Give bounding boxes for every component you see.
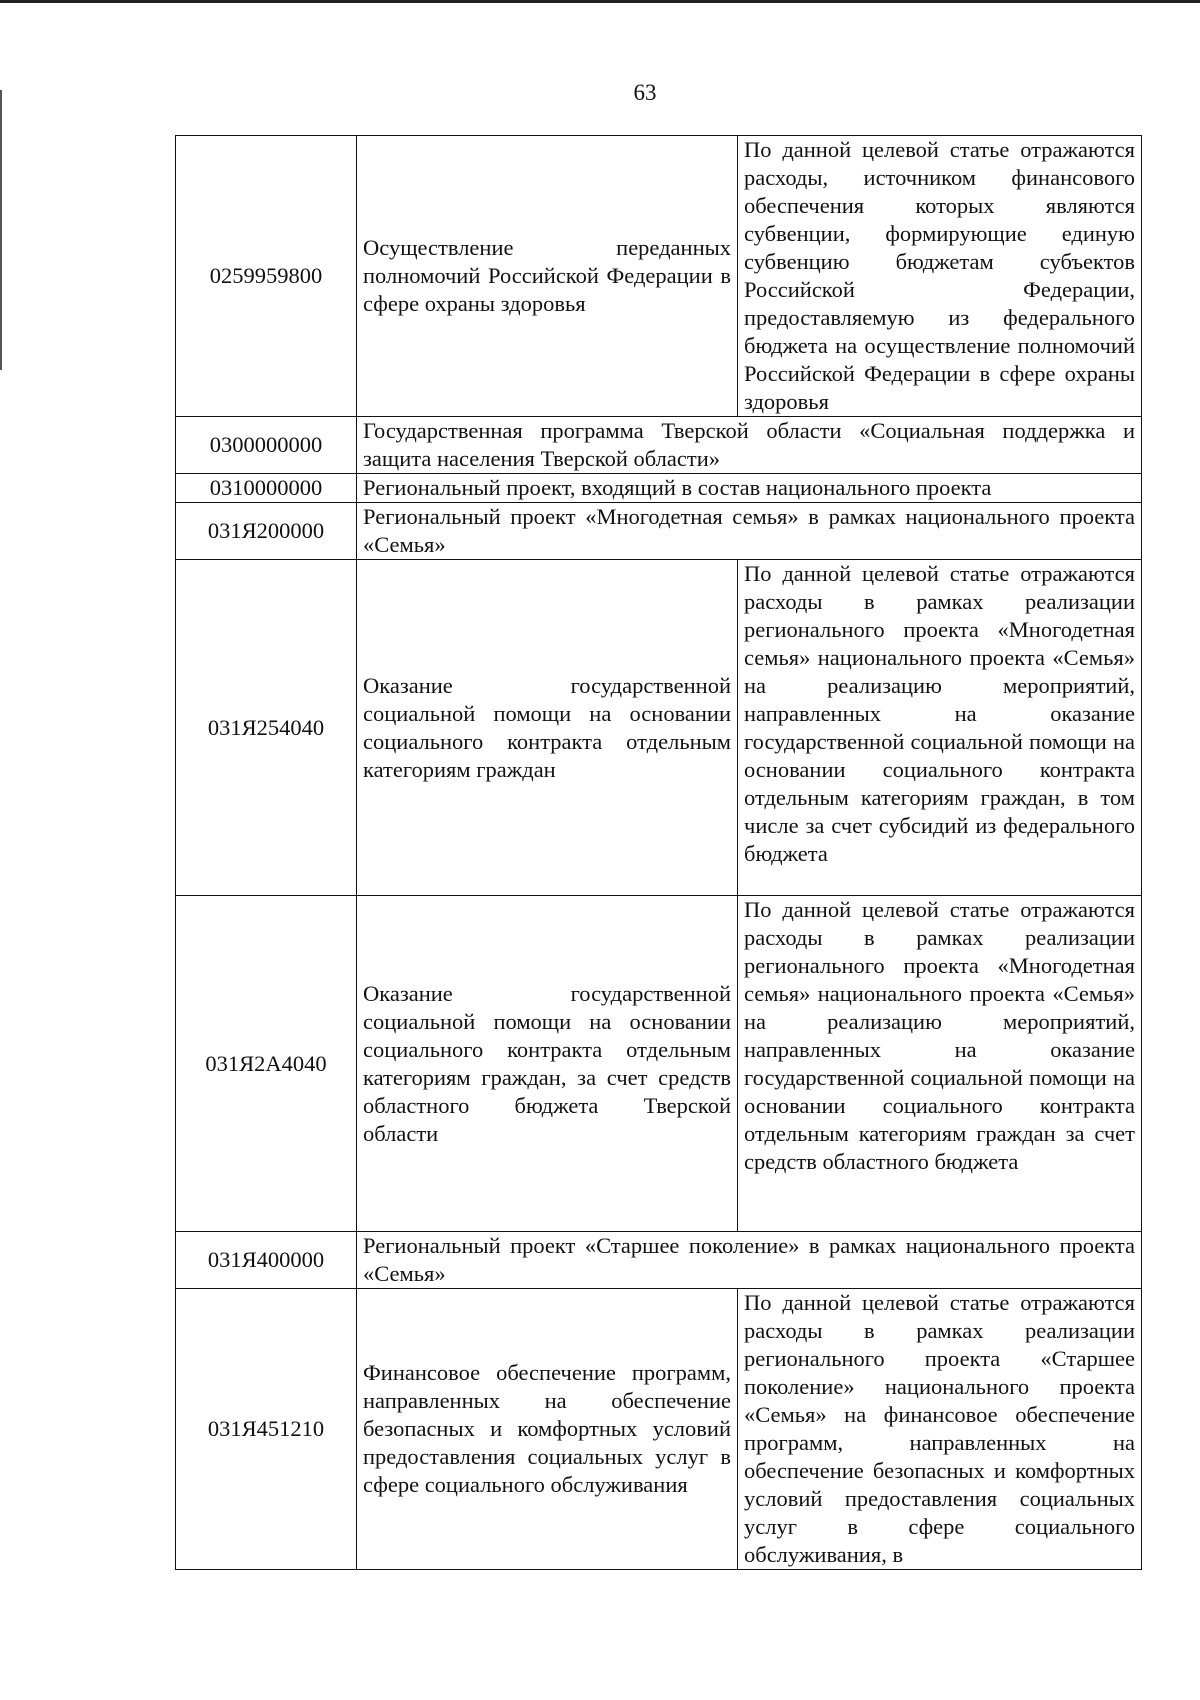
target-code: 031Я451210 xyxy=(176,1289,357,1570)
target-name: Региональный проект, входящий в состав национального проекта xyxy=(357,474,1142,503)
page-left-rule xyxy=(0,90,2,370)
table-row xyxy=(176,896,1142,1232)
table-row xyxy=(176,474,1142,503)
target-description: По данной целевой статье отражаются расходы, источником финансового обеспечения которых являются субвенции, формирующие единую субвенцию бюджетам субъектов Российской Федерации, предоставляемую из федерального бюджета на осуществление полномочий Российской Федерации в сфере охраны здоровья xyxy=(738,136,1142,417)
target-description: По данной целевой статье отражаются расходы в рамках реализации регионального проекта «Старшее поколение» национального проекта «Семья» на финансовое обеспечение программ, направленных на обеспечение безопасных и комфортных условий предоставления социальных услуг в сфере социального обслуживания, в xyxy=(738,1289,1142,1570)
budget-classification-table xyxy=(175,135,1142,1570)
table-row xyxy=(176,503,1142,560)
table-row xyxy=(176,1289,1142,1570)
target-code: 031Я400000 xyxy=(176,1232,357,1289)
table-row xyxy=(176,560,1142,896)
target-code: 031Я200000 xyxy=(176,503,357,560)
target-name: Оказание государственной социальной помощи на основании социального контракта отдельным категориям граждан xyxy=(357,560,738,896)
page-top-rule xyxy=(0,0,1200,3)
target-code: 0259959800 xyxy=(176,136,357,417)
target-code: 0300000000 xyxy=(176,417,357,474)
table-row xyxy=(176,1232,1142,1289)
target-code: 031Я254040 xyxy=(176,560,357,896)
page-number: 63 xyxy=(633,80,657,105)
target-code: 031Я2А4040 xyxy=(176,896,357,1232)
target-description: По данной целевой статье отражаются расходы в рамках реализации регионального проекта «Многодетная семья» национального проекта «Семья» на реализацию мероприятий, направленных на оказание государственной социальной помощи на основании социального контракта отдельным категориям граждан, в том числе за счет субсидий из федерального бюджета xyxy=(738,560,1142,896)
table-row xyxy=(176,136,1142,417)
target-name: Осуществление переданных полномочий Российской Федерации в сфере охраны здоровья xyxy=(357,136,738,417)
table-row xyxy=(176,417,1142,474)
target-description: По данной целевой статье отражаются расходы в рамках реализации регионального проекта «Многодетная семья» национального проекта «Семья» на реализацию мероприятий, направленных на оказание государственной социальной помощи на основании социального контракта отдельным категориям граждан за счет средств областного бюджета xyxy=(738,896,1142,1232)
target-name: Оказание государственной социальной помощи на основании социального контракта отдельным категориям граждан, за счет средств областного бюджета Тверской области xyxy=(357,896,738,1232)
target-name: Государственная программа Тверской области «Социальная поддержка и защита населения Тверской области» xyxy=(357,417,1142,474)
target-name: Региональный проект «Старшее поколение» в рамках национального проекта «Семья» xyxy=(357,1232,1142,1289)
target-name: Финансовое обеспечение программ, направленных на обеспечение безопасных и комфортных условий предоставления социальных услуг в сфере социального обслуживания xyxy=(357,1289,738,1570)
target-code: 0310000000 xyxy=(176,474,357,503)
target-name: Региональный проект «Многодетная семья» в рамках национального проекта «Семья» xyxy=(357,503,1142,560)
